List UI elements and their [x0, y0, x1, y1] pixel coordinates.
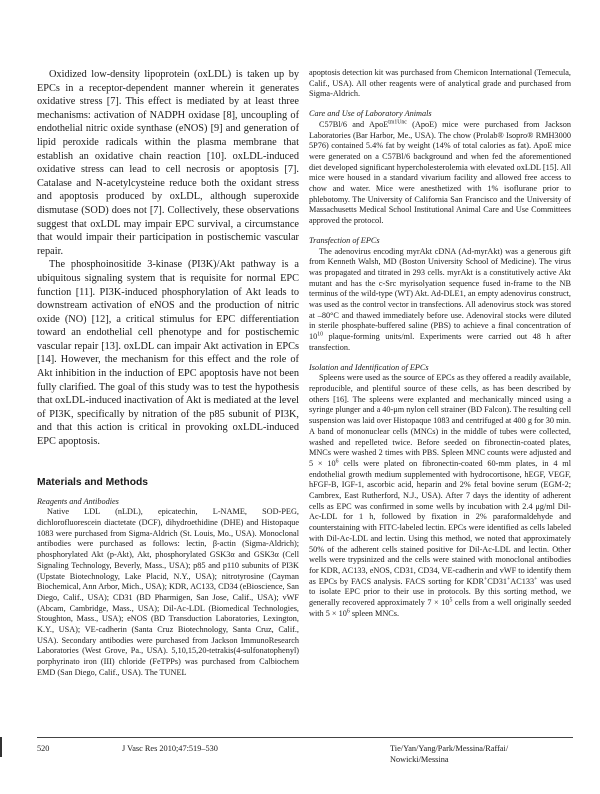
left-column [37, 68, 299, 679]
animals-paragraph: C57Bl/6 and ApoE$^{tm1Unc}$ (ApoE) mice were purchased from Jackson Laboratories (Bar Harbor, Me., USA). The chow (Prolab® Isopro® RMH3000 5P76) contained 5.4% fat by weight (14% of total calories as fat). ApoE mice were generated on a C57Bl/6 background and when fed the aforementioned diet developed significant hypercholesterolemia with elevated oxLDL [15]. All mice were housed in a standard vivarium facility and allowed free access to chow and water. Mice were anesthetized with 1% isoflurane prior to phlebotomy. The University of California San Francisco and the University of Massachusetts Medical School Institutional Animal Care and Use Committees approved the protocol. [309, 119, 572, 226]
reagents-continuation: apoptosis detection kit was purchased from Chemicon International (Temecula, Calif., USA). All other reagents were of analytical grade and purchased from Sigma-Aldrich. [309, 68, 571, 99]
intro-paragraph-1: Oxidized low-density lipoprotein (oxLDL) is taken up by EPCs in a receptor-dependent manner wherein it generates oxidative stress [7]. This effect is mediated by at least three mechanisms: activation of NADPH oxidase [8], uncoupling of endothelial nitric oxide synthase (eNOS) [9] and generation of lipid peroxide radicals within the plasma membrane that establish an oxidative chain reaction [10]. oxLDL-induced oxidative stress can lead to cell necrosis or apoptosis [7]. Catalase and N-acetylcysteine reduce both the oxidant stress and apoptosis produced by oxLDL, although superoxide dismutase (SOD) does not [7]. Collectively, these observations suggest that oxLDL may impair EPC survival, a circumstance that would impair their participation in postischemic vascular repair. [37, 69, 299, 257]
introduction-text [37, 68, 299, 449]
page-edge-marker [0, 737, 2, 757]
running-authors: Tie/Yan/Yang/Park/Messina/Raffai/ Nowicki/Messina [390, 744, 509, 764]
section-heading-materials-methods: Materials and Methods [37, 476, 148, 488]
page-number: 520 [37, 744, 50, 753]
footer-rule [37, 737, 573, 738]
subsection-heading-reagents: Reagents and Antibodies [37, 496, 119, 506]
right-column [309, 68, 571, 619]
transfection-paragraph: The adenovirus encoding myrAkt cDNA (Ad-myrAkt) was a generous gift from Kenneth Walsh, MD (Boston University School of Medicine). The virus was propagated and titrated in 293 cells. myrAkt is a constitutively active Akt mutant and has the c-Src myrisolyation sequence fused in-frame to the NB terminus of the wild-type (WT) Akt. Ad-DLE1, an empty adenovirus construct, was used as the control vector in transfections. All adenovirus stock was stored at –80°C and thawed immediately before use. Adenoviral stocks were diluted in sterile phosphate-buffered saline (PBS) to achieve a final concentration of $10^{10}$ plaque-forming units/ml. Experiments were carried out 48 h after transfection. [309, 246, 571, 352]
subsection-heading-animals: Care and Use of Laboratory Animals [309, 109, 432, 119]
isolation-paragraph: Spleens were used as the source of EPCs as they offered a readily available, reproducible, and plentiful source of these cells, as has been described by others [16]. The spleens were explanted and mechanically minced using a syringe plunger and a 40-μm nylon cell strainer (BD Falcon). The resulting cell suspension was laid over Histopaque 1083 and centrifuged at 400 g for 30 min. A band of mononuclear cells (MNCs) in the middle of tubes were collected, washed and repelleted twice. Before seeded on fibronectin-coated plates, MNCs were washed 2 times with PBS. Spleen MNC counts were adjusted and $5 \times 10^6$ cells were plated on fibronectin-coated 60-mm plates, in 4 ml endothelial growth medium supplemented with hydrocortisone, hEGF, VEGF, hFGF-B, IGF-1, ascorbic acid, heparin and 2% fetal bovine serum (EGM-2; Cambrex, East Rutherford, N.J., USA). After 7 days the identity of adherent cells as EPC was confirmed in some wells by incubation with 2.4 μg/ml Dil-Ac-LDL for 1 h, followed by fixation in 2% paraformaldehyde and counterstaining with FITC-labeled lectin. EPCs were identified as cells labeled with Dil-Ac-LDL and lectin. Using this method, we noted that approximately 50% of the adherent cells stained positive for Dil-Ac-LDL and lectin. Other wells were trypsinized and the cells were stained with monoclonal antibodies for KDR, AC133, eNOS, CD31, CD34, VE-cadherin and vWF to identify them as EPCs by FACS analysis. FACS sorting for KDR+CD31+AC133+ was used to isolate EPC prior to their use in protocols. By this sorting method, we generally recovered approximately $7 \times 10^5$ cells from a well originally seeded with $5 \times 10^6$ spleen MNCs. [309, 373, 572, 618]
subsection-heading-isolation: Isolation and Identification of EPCs [309, 362, 429, 372]
journal-citation: J Vasc Res 2010;47:519–530 [122, 744, 218, 753]
intro-paragraph-2: The phosphoinositide 3-kinase (PI3K)/Akt pathway is a ubiquitous signaling system that is requisite for normal EPC function [11]. PI3K-induced phosphorylation of Akt leads to downstream activation of eNOS and the production of nitric oxide (NO) [12], a critical stimulus for EPC differentiation toward an endothelial cell phenotype and for postischemic vascular repair [13]. oxLDL can impair Akt activation in EPCs [14]. However, the mechanism for this effect and the role of Akt inhibition in the induction of EPC apoptosis have not been fully clarified. The goal of this study was to test the hypothesis that oxLDL-induced inactivation of Akt is mediated at the level of PI3K, specifically by nitration of the p85 subunit of PI3K, and that this action is critical in provoking oxLDL-induced EPC apoptosis. [37, 259, 299, 448]
reagents-paragraph: Native LDL (nLDL), epicatechin, L-NAME, SOD-PEG, dichlorofluorescein diactetate (DCF), dihydroethidine (DHE) and Histopaque 1083 were purchased from Sigma-Aldrich (St. Louis, Mo., USA). Monoclonal antibodies were purchased as follows: lectin, β-actin (Sigma-Aldrich); phosphorylated Akt (p-Akt), Akt, phosphorylated GSK3α and GSK3α (Cell Signaling Technology, Beverly, Mass., USA); p85 and p110 subunits of PI3K (Upstate Biotechnology, Lake Placid, N.Y., USA); nitrotyrosine (Cayman Biochemical, Ann Arbor, Mich., USA); KDR, AC133, CD34 (eBioscience, San Diego, Calif., USA); CD31 (BD Pharmigen, San Jose, Calif., USA); vWF (Abcam, Cambridge, Mass., USA); Dil-Ac-LDL (Biomedical Technologies, Stoughton, Mass., USA); eNOS (BD Transduction Laboratories, Lexington, K.Y., USA); VE-cadherin (Santa Cruz Biotechnology, Santa Cruz, Calif., USA). Secondary antibodies were purchased from Jackson ImmunoResearch Laboratories (West Grove, Pa., USA). 5,10,15,20-tetrakis(4-sulfonatophenyl) porphyrinato iron (III) chloride (FeTPPs) was purchased from Calbiochem EMD (San Diego, Calif., USA). The TUNEL [37, 507, 299, 677]
reagents-section [37, 497, 299, 679]
subsection-heading-transfection: Transfection of EPCs [309, 235, 380, 245]
